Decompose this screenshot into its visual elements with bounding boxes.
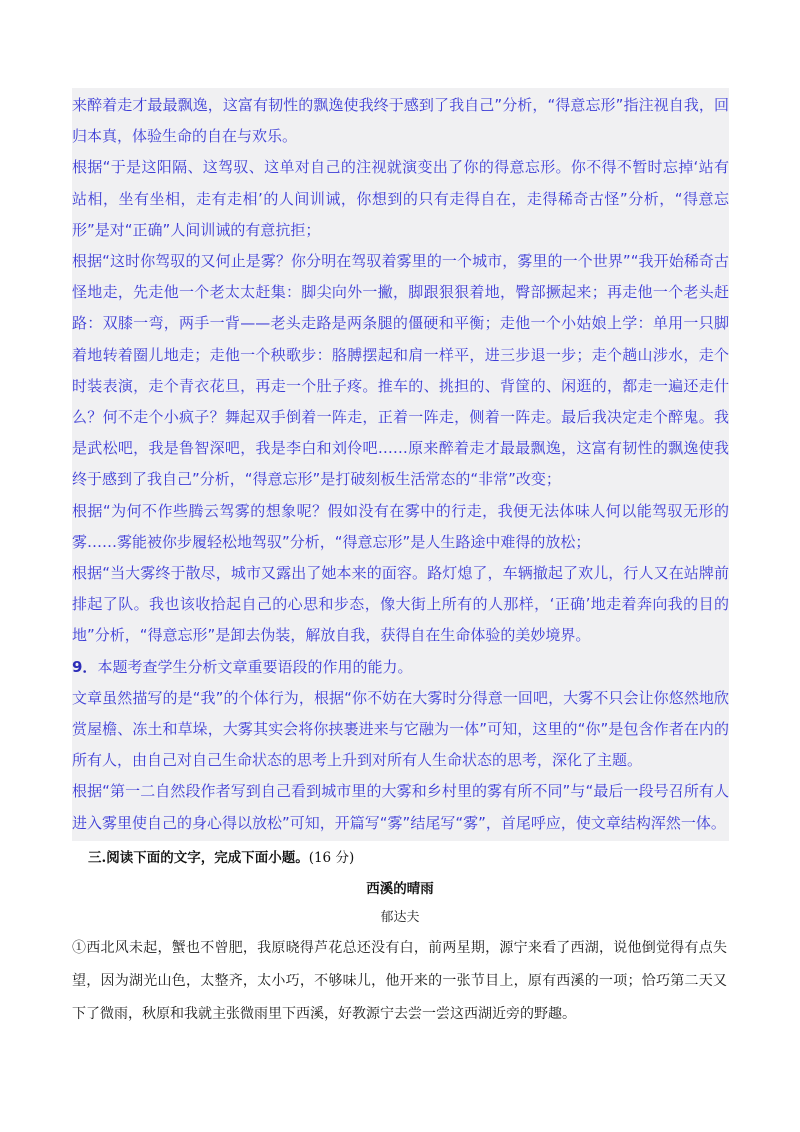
essay-paragraph: ①西北风未起，蟹也不曾肥，我原晓得芦花总还没有白，前两星期，源宁来看了西湖，说他倒觉得有点失望，因为湖光山色，太整齐，太小巧，不够味儿，他开来的一张节目上，原有西溪的一项；恰巧第二天又下了微雨，秋原和我就主张微雨里下西溪，好教源宁去尝一尝这西湖近旁的野趣。 — [72, 940, 727, 1022]
section-heading — [88, 846, 354, 866]
answer-paragraph: 来醉着走才最最飘逸，这富有韧性的飘逸使我终于感到了我自己”分析，“得意忘形”指注视自我，回归本真，体验生命的自在与欢乐。 — [72, 96, 729, 146]
answer-paragraph: 根据“为何不作些腾云驾雾的想象呢？假如没有在雾中的行走，我便无法体味人何以能驾驭无形的雾……雾能被你步履轻松地驾驭”分析，“得意忘形”是人生路途中难得的放松； — [72, 501, 729, 551]
question-number: 9． — [72, 657, 98, 676]
answer-paragraph: 根据“当大雾终于散尽，城市又露出了她本来的面容。路灯熄了，车辆撤起了欢儿，行人又在站牌前排起了队。我也该收拾起自己的心思和步态，像大街上所有的人那样，‘正确’地走着奔向我的目的地”分析，“得意忘形”是卸去伪装，解放自我，获得自在生命体验的美妙境界。 — [72, 564, 729, 645]
answer-paragraph: 根据“这时你驾驭的又何止是雾？你分明在驾驭着雾里的一个城市，雾里的一个世界”“我开始稀奇古怪地走，先走他一个老太太赶集：脚尖向外一撇，脚跟狠狠着地，臀部撅起来；再走他一个老头赶路：双膝一弯，两手一背——老头走路是两条腿的僵硬和平衡；走他一个小姑娘上学：单用一只脚着地转着圈儿地走；走他一个秧歌步：胳膊摆起和肩一样平，进三步退一步；走个趟山涉水，走个时装表演，走个青衣花旦，再走一个肚子疼。推车的、挑担的、背筐的、闲逛的，都走一遍还走什么？何不走个小疯子？舞起双手倒着一阵走，正着一阵走，侧着一阵走。最后我决定走个醉鬼。我是武松吧，我是鲁智深吧，我是李白和刘伶吧……原来醉着走才最最飘逸，这富有韧性的飘逸使我终于感到了我自己”分析，“得意忘形”是打破刻板生活常态的“非常”改变； — [72, 252, 729, 489]
essay-title: 西溪的晴雨 — [366, 881, 434, 897]
answer-paragraph: 根据“第一二自然段作者写到自己看到城市里的大雾和乡村里的雾有所不同”与“最后一段号召所有人进入雾里使自己的身心得以放松”可知，开篇写“雾”结尾写“雾”，首尾呼应，使文章结构浑然一体。 — [72, 782, 729, 832]
question-9-text: 本题考查学生分析文章重要语段的作用的能力。 — [97, 657, 413, 676]
answer-explanation-block — [72, 88, 729, 841]
question-9-line — [72, 652, 729, 683]
section-points: (16 分) — [308, 850, 355, 866]
answer-paragraph: 根据“于是这阳隔、这驾驭、这单对自己的注视就演变出了你的得意忘形。你不得不暂时忘掉‘站有站相，坐有坐相，走有走相’的人间训诫，你想到的只有走得自在，走得稀奇古怪”分析，“得意忘形”是对“正确”人间训诫的有意抗拒； — [72, 158, 729, 239]
section-heading-text: 三.阅读下面的文字，完成下面小题。 — [88, 850, 309, 866]
essay-body — [72, 932, 727, 1031]
essay-author: 郁达夫 — [380, 910, 420, 925]
answer-paragraph: 文章虽然描写的是“我”的个体行为，根据“你不妨在大雾时分得意一回吧，大雾不只会让你悠然地欣赏屋檐、冻土和草垛，大雾其实会将你挟裹进来与它融为一体”可知，这里的“你”是包含作者在内的所有人，由自己对自己生命状态的思考上升到对所有人生命状态的思考，深化了主题。 — [72, 688, 729, 770]
